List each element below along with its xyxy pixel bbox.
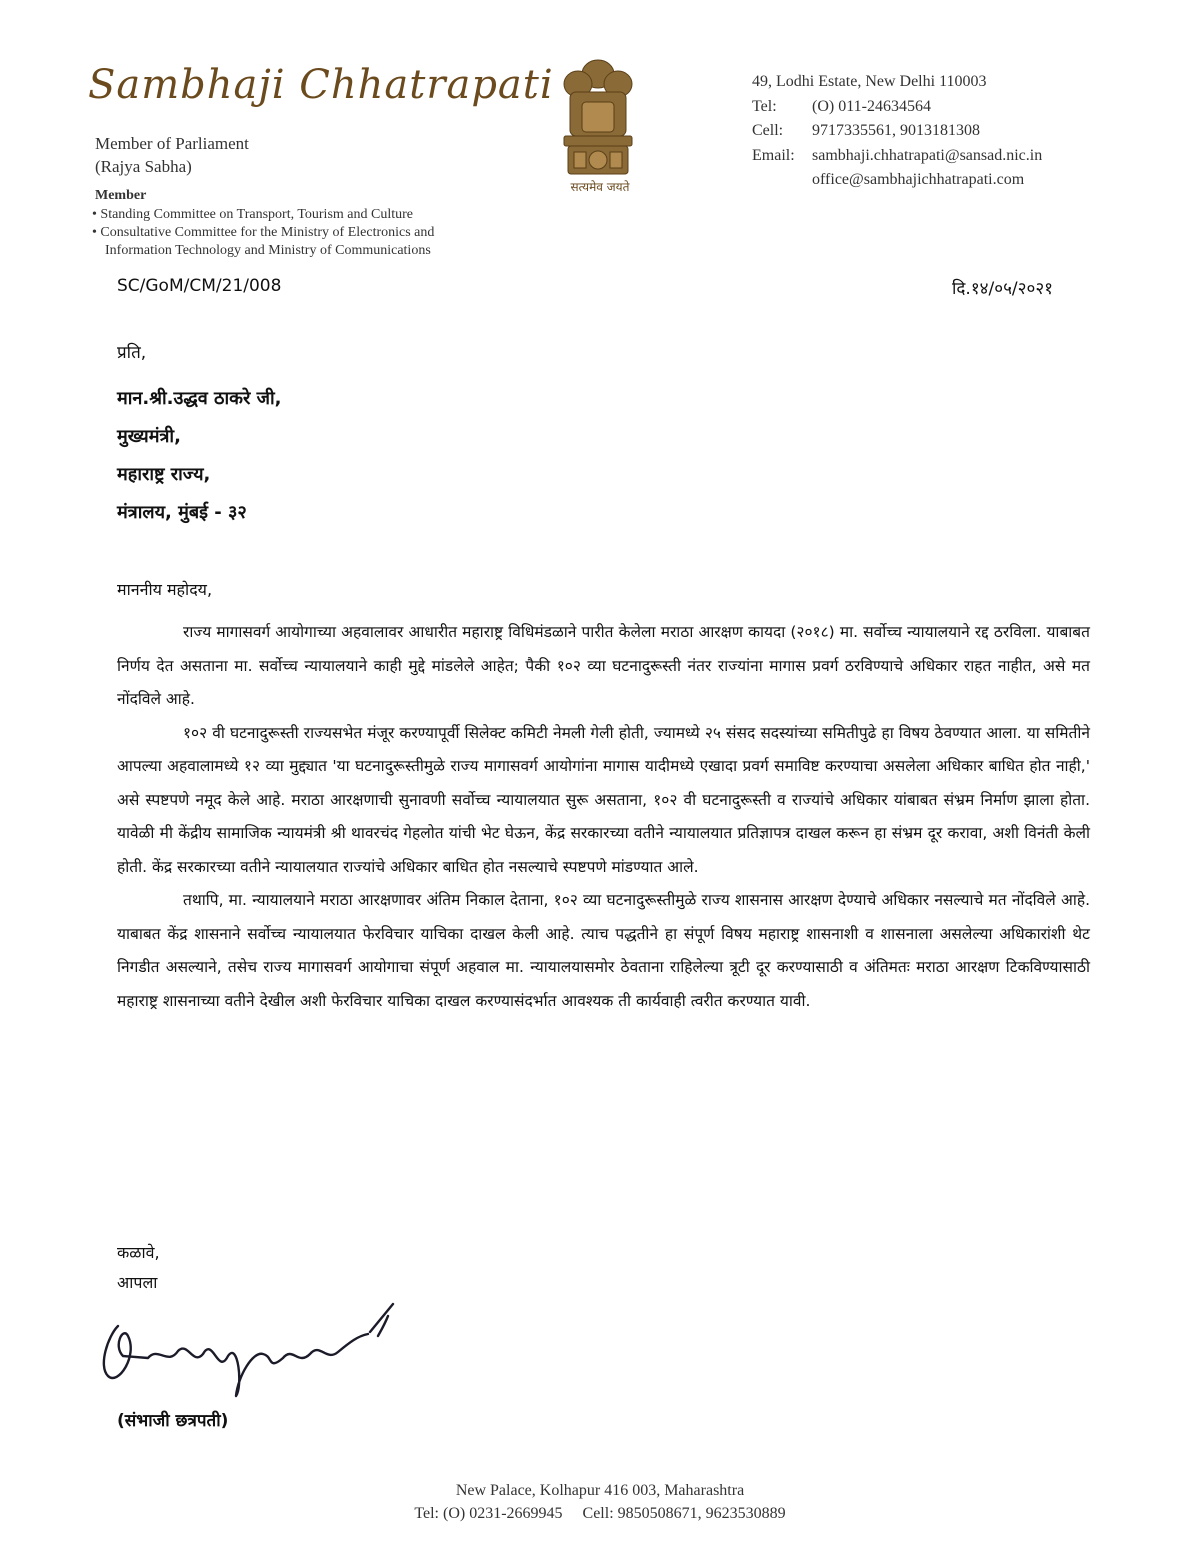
closing-line: कळावे, [117, 1243, 160, 1262]
cell-row [752, 119, 1042, 144]
recipient-line: मान.श्री.उद्धव ठाकरे जी, [117, 388, 282, 409]
designation: Member of Parliament [95, 134, 249, 153]
recipient-line: मुख्यमंत्री, [117, 426, 181, 447]
paragraph: तथापि, मा. न्यायालयाने मराठा आरक्षणावर अंतिम निकाल देताना, १०२ व्या घटनादुरूस्तीमुळे राज्य शासनास आरक्षण देण्याचे अधिकार नसल्याचे मत नोंदविले आहे. याबाबत केंद्र शासनाने सर्वोच्च न्यायालयात फेरविचार याचिका दाखल केली आहे. त्याच पद्धतीने हा संपूर्ण विषय महाराष्ट्र शासनाशी व शासनाला असलेल्या अधिकारांशी थेट निगडीत असल्याने, तसेच राज्य मागासवर्ग आयोगाचा संपूर्ण अहवाल मा. न्यायालयासमोर ठेवताना राहिलेल्या त्रूटी दूर करण्यासाठी व अंतिमतः मराठा आरक्षण टिकविण्यासाठी महाराष्ट्र शासनाच्या वतीने देखील अशी फेरविचार याचिका दाखल करण्यासंदर्भात आवश्यक ती कार्यवाही त्वरीत करण्यात यावी. [117, 891, 1090, 1010]
footer [0, 1479, 1200, 1525]
recipient-line: महाराष्ट्र राज्य, [117, 464, 211, 485]
member-heading: Member [95, 188, 147, 203]
cell-value: 9717335561, 9013181308 [812, 122, 980, 139]
signatory-name: (संभाजी छत्रपती) [117, 1411, 229, 1431]
to-label: प्रति, [117, 343, 147, 363]
footer-address: New Palace, Kolhapur 416 003, Maharashtra [455, 1482, 745, 1499]
footer-contact: Tel: (O) 0231-2669945 Cell: 9850508671, 9623530889 [414, 1505, 786, 1522]
committee-item: Information Technology and Ministry of Communications [105, 243, 431, 258]
paragraph: १०२ वी घटनादुरूस्ती राज्यसभेत मंजूर करण्यापूर्वी सिलेक्ट कमिटी नेमली गेली होती, ज्यामध्ये २५ संसद सदस्यांच्या समितीपुढे हा विषय ठेवण्यात आला. या समितीने आपल्या अहवालामध्ये १२ व्या मुद्द्यात 'या घटनादुरूस्तीमुळे राज्य मागासवर्ग आयोगांना मागास यादीमध्ये एखादा प्रवर्ग समाविष्ट करण्याचा असलेला अधिकार बाधित होत नाही,' असे स्पष्टपणे नमूद केले आहे. मराठा आरक्षणाची सुनावणी सर्वोच्च न्यायालयात सुरू असताना, १०२ वी घटनादुरूस्ती व राज्यांचे अधिकार यांबाबत संभ्रम निर्माण झाला होता. यावेळी मी केंद्रीय सामाजिक न्यायमंत्री श्री थावरचंद गेहलोत यांची भेट घेऊन, केंद्र सरकारच्या वतीने न्यायालयात प्रतिज्ञापत्र दाखल करून हा संभ्रम दूर करावा, अशी विनंती केली होती. केंद्र सरकारच्या वतीने न्यायालयात राज्यांचे अधिकार बाधित होत नसल्याचे स्पष्टपणे मांडण्यात आले. [117, 723, 1090, 876]
committee-item: • Consultative Committee for the Ministry of Electronics and [92, 225, 435, 240]
closing-block [117, 1238, 160, 1298]
tel-value: (O) 011-24634564 [812, 97, 931, 115]
recipient-address [117, 380, 281, 532]
salutation: माननीय महोदय, [117, 580, 213, 599]
letter-body [117, 616, 1090, 1018]
contact-block [752, 70, 1042, 193]
tel-label: Tel: [752, 97, 777, 115]
recipient-line: मंत्रालय, मुंबई - ३२ [117, 502, 247, 523]
letterhead-name: Sambhaji Chhatrapati [88, 62, 554, 108]
committee-list [92, 206, 434, 260]
designation-block [95, 132, 249, 178]
reference-number: SC/GoM/CM/21/008 [117, 276, 282, 296]
cell-label: Cell: [752, 122, 784, 139]
house: (Rajya Sabha) [95, 157, 192, 176]
closing-line: आपला [117, 1273, 158, 1292]
email-label: Email: [752, 146, 795, 164]
committee-item: • Standing Committee on Transport, Tourism and Culture [92, 207, 413, 222]
email-value: sambhaji.chhatrapati@sansad.nic.in [812, 146, 1043, 164]
address-line: 49, Lodhi Estate, New Delhi 110003 [752, 73, 987, 90]
tel-row [752, 95, 1042, 120]
emblem-motto: सत्यमेव जयते [570, 180, 630, 194]
email-value-2: office@sambhajichhatrapati.com [812, 171, 1025, 188]
email-row [752, 144, 1042, 169]
paragraph: राज्य मागासवर्ग आयोगाच्या अहवालावर आधारीत महाराष्ट्र विधिमंडळाने पारीत केलेला मराठा आरक्षण कायदा (२०१८) मा. सर्वोच्च न्यायालयाने रद्द ठरविला. याबाबत निर्णय देत असताना मा. सर्वोच्च न्यायालयाने काही मुद्दे मांडलेले आहेत; पैकी १०२ व्या घटनादुरूस्ती नंतर राज्यांना मागास प्रवर्ग ठरविण्याचे अधिकार राहत नाहीत, असे मत नोंदविले आहे. [117, 623, 1090, 708]
letter-date: दि.१४/०५/२०२१ [952, 279, 1054, 299]
email-row-2 [752, 168, 1042, 193]
signature-image [88, 1296, 408, 1406]
